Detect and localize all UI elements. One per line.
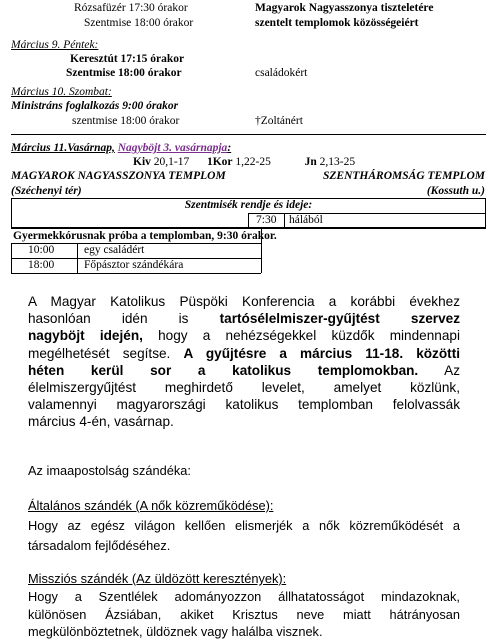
general-intention-line: Hogy az egész világon kellően elismerjék a nők közreműködését a bbox=[28, 518, 460, 533]
mass-row-intention: egy családért bbox=[84, 244, 145, 256]
mission-intention-title: Missziós szándék (Az üldözött keresztények): bbox=[28, 571, 287, 586]
notice-text: Az bbox=[418, 362, 461, 378]
gospel-ref: 2,13-25 bbox=[319, 156, 356, 168]
notice-line bbox=[28, 362, 460, 379]
notice-text: hogy a nehézségekkel küzdők mindennapi bbox=[142, 328, 460, 344]
right-mass-intention: hálából bbox=[289, 214, 323, 226]
table-divider bbox=[11, 273, 261, 274]
notice-line: A Magyar Katolikus Püspöki Konferencia a korábbi évekhez bbox=[28, 294, 460, 309]
notice-line bbox=[28, 345, 460, 362]
church-right: SZENTHÁROMSÁG TEMPLOM bbox=[323, 170, 485, 182]
right-mass-time: 7:30 bbox=[256, 214, 277, 226]
notice-bold: nagyböjt idején, bbox=[28, 328, 143, 344]
general-intention-title: Általános szándék (A nők közreműködése): bbox=[28, 498, 274, 513]
gospel-label: Jn bbox=[304, 156, 317, 168]
march9-intention: családokért bbox=[255, 67, 308, 79]
table-col-line bbox=[248, 213, 249, 228]
mass-time: Szentmise 18:00 órakor bbox=[84, 17, 194, 29]
mission-intention-line: megkülönböztetnek, üldöznek vagy halálba visznek. bbox=[28, 624, 323, 639]
march9-stations: Keresztút 17:15 órakor bbox=[70, 53, 185, 65]
march10-altar-servers: Ministráns foglalkozás 9:00 órakor bbox=[11, 100, 179, 112]
intention-line-1: Magyarok Nagyasszonya tiszteletére bbox=[255, 2, 434, 14]
rosary-time: Rózsafüzér 17:30 órakor bbox=[74, 2, 188, 14]
reading1-label: Kiv bbox=[133, 156, 151, 168]
table-col-line bbox=[284, 213, 285, 228]
sunday-feast: Nagyböjt 3. vasárnapja bbox=[117, 142, 228, 154]
notice-bold: tartósélelmiszer-gyűjtést szervez bbox=[219, 311, 461, 327]
table-divider bbox=[11, 228, 486, 229]
location-right: (Kossuth u.) bbox=[426, 185, 485, 197]
sunday-heading bbox=[11, 142, 231, 155]
mission-intention-line: Hogy a Szentlélek adományozzon állhatatosságot mindazoknak, bbox=[28, 589, 460, 604]
mass-row-time: 10:00 bbox=[28, 244, 55, 256]
notice-text: megélhetését segítse. bbox=[28, 345, 184, 361]
reading2-label: 1Kor bbox=[206, 156, 233, 168]
march10-intention: †Zoltánért bbox=[255, 115, 303, 127]
notice-text: hasonlóan idén is bbox=[28, 311, 220, 327]
reading2-ref: 1,22-25 bbox=[235, 156, 271, 168]
notice-bold: héten kerül sor a katolikus templomokban. bbox=[28, 362, 419, 378]
mission-intention-line: különösen Ázsiában, akiket Krisztus neve miatt hátrányosan bbox=[28, 607, 460, 622]
reading1-ref: 20,1-17 bbox=[153, 156, 190, 168]
sunday-colon: : bbox=[227, 142, 232, 154]
march10-mass: szentmise 18:00 órakor bbox=[72, 115, 180, 127]
mass-row-intention: Főpásztor szándékára bbox=[84, 259, 184, 271]
location-left: (Széchenyi tér) bbox=[11, 185, 82, 197]
mass-row-time: 18:00 bbox=[28, 259, 55, 271]
notice-line: élelmiszergyűjtést meghirdető levelet, amelyet közlünk, bbox=[28, 380, 460, 396]
readings-line bbox=[133, 156, 355, 169]
table-col-line bbox=[261, 228, 262, 273]
notice-line: március 4-én, vasárnap. bbox=[28, 414, 174, 430]
church-left: MAGYAROK NAGYASSZONYA TEMPLOM bbox=[11, 170, 226, 182]
food-drive-notice bbox=[28, 293, 460, 431]
notice-line: valamennyi magyarországi katolikus templomban felolvassák bbox=[28, 397, 460, 413]
mass-order-title: Szentmisék rendje és ideje: bbox=[184, 199, 313, 211]
notice-line bbox=[28, 327, 460, 344]
general-intention-line: társadalom fejlődéséhez. bbox=[28, 538, 171, 553]
intention-line-2: szentelt templomok közösségeiért bbox=[255, 17, 419, 29]
prayer-intro: Az imaapostolság szándéka: bbox=[28, 463, 191, 478]
march9-mass: Szentmise 18:00 órakor bbox=[66, 67, 182, 79]
notice-bold: A gyűjtésre a március 11-18. közötti bbox=[183, 345, 460, 361]
notice-line bbox=[28, 310, 460, 327]
choir-note: Gyermekkórusnak próba a templomban, 9:30 órakor. bbox=[13, 230, 277, 242]
divider bbox=[11, 134, 486, 135]
sunday-date: Március 11.Vasárnap, bbox=[11, 142, 115, 154]
march9-heading: Március 9. Péntek: bbox=[11, 39, 99, 51]
march10-heading: Március 10. Szombat: bbox=[11, 86, 112, 98]
